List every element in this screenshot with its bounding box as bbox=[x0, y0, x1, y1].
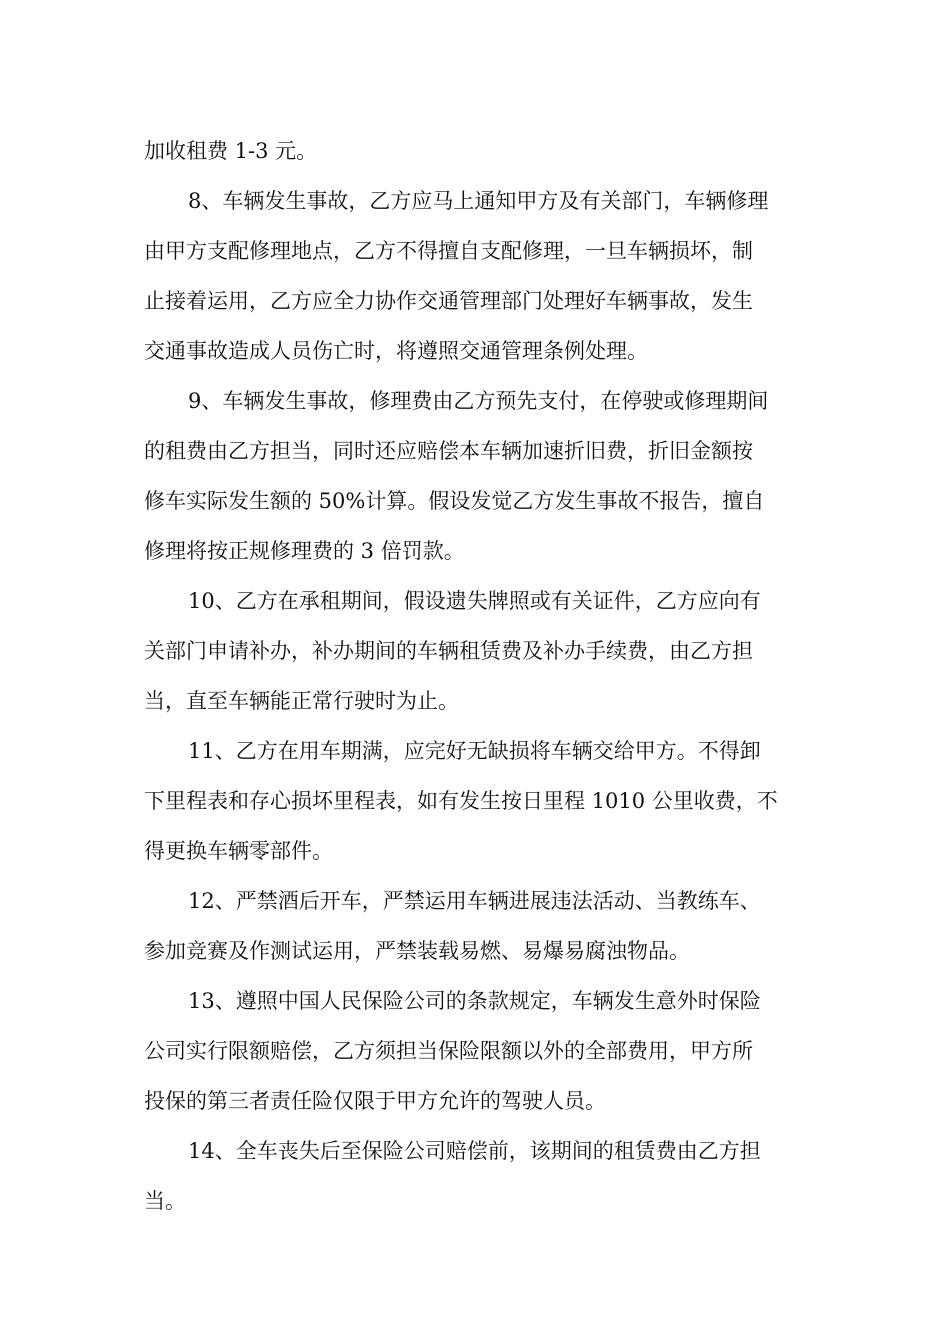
clause-9-line-2: 的租费由乙方担当，同时还应赔偿本车辆加速折旧费，折旧金额按 bbox=[144, 439, 753, 463]
clause-9-line-4: 修理将按正规修理费的 3 倍罚款。 bbox=[144, 539, 465, 563]
clause-11-line-3: 得更换车辆零部件。 bbox=[144, 839, 333, 863]
clause-8-line-2: 由甲方支配修理地点，乙方不得擅自支配修理，一旦车辆损坏，制 bbox=[144, 239, 753, 263]
clause-9-line-3: 修车实际发生额的 50%计算。假设发觉乙方发生事故不报告，擅自 bbox=[144, 489, 765, 513]
clause-8-line-1: 8、车辆发生事故，乙方应马上通知甲方及有关部门，车辆修理 bbox=[188, 189, 769, 213]
clause-13-line-3: 投保的第三者责任险仅限于甲方允许的驾驶人员。 bbox=[144, 1089, 606, 1113]
clause-10-line-3: 当，直至车辆能正常行驶时为止。 bbox=[144, 689, 459, 713]
clause-10-line-2: 关部门申请补办，补办期间的车辆租赁费及补办手续费，由乙方担 bbox=[144, 639, 753, 663]
clause-14-line-1: 14、全车丧失后至保险公司赔偿前，该期间的租赁费由乙方担 bbox=[188, 1139, 761, 1163]
clause-11-line-2: 下里程表和存心损坏里程表，如有发生按日里程 1010 公里收费，不 bbox=[144, 789, 778, 813]
clause-8-line-4: 交通事故造成人员伤亡时，将遵照交通管理条例处理。 bbox=[144, 339, 648, 363]
clause-12-line-2: 参加竞赛及作测试运用，严禁装载易燃、易爆易腐浊物品。 bbox=[144, 939, 690, 963]
text-line-1: 加收租费 1-3 元。 bbox=[144, 139, 318, 163]
clause-14-line-2: 当。 bbox=[144, 1189, 186, 1213]
clause-13-line-2: 公司实行限额赔偿，乙方须担当保险限额以外的全部费用，甲方所 bbox=[144, 1039, 753, 1063]
clause-13-line-1: 13、遵照中国人民保险公司的条款规定，车辆发生意外时保险 bbox=[188, 989, 761, 1013]
clause-12-line-1: 12、严禁酒后开车，严禁运用车辆进展违法活动、当教练车、 bbox=[188, 889, 761, 913]
clause-8-line-3: 止接着运用，乙方应全力协作交通管理部门处理好车辆事故，发生 bbox=[144, 289, 753, 313]
clause-9-line-1: 9、车辆发生事故，修理费由乙方预先支付，在停驶或修理期间 bbox=[188, 389, 769, 413]
clause-10-line-1: 10、乙方在承租期间，假设遗失牌照或有关证件，乙方应向有 bbox=[188, 589, 761, 613]
clause-11-line-1: 11、乙方在用车期满，应完好无缺损将车辆交给甲方。不得卸 bbox=[188, 739, 761, 763]
